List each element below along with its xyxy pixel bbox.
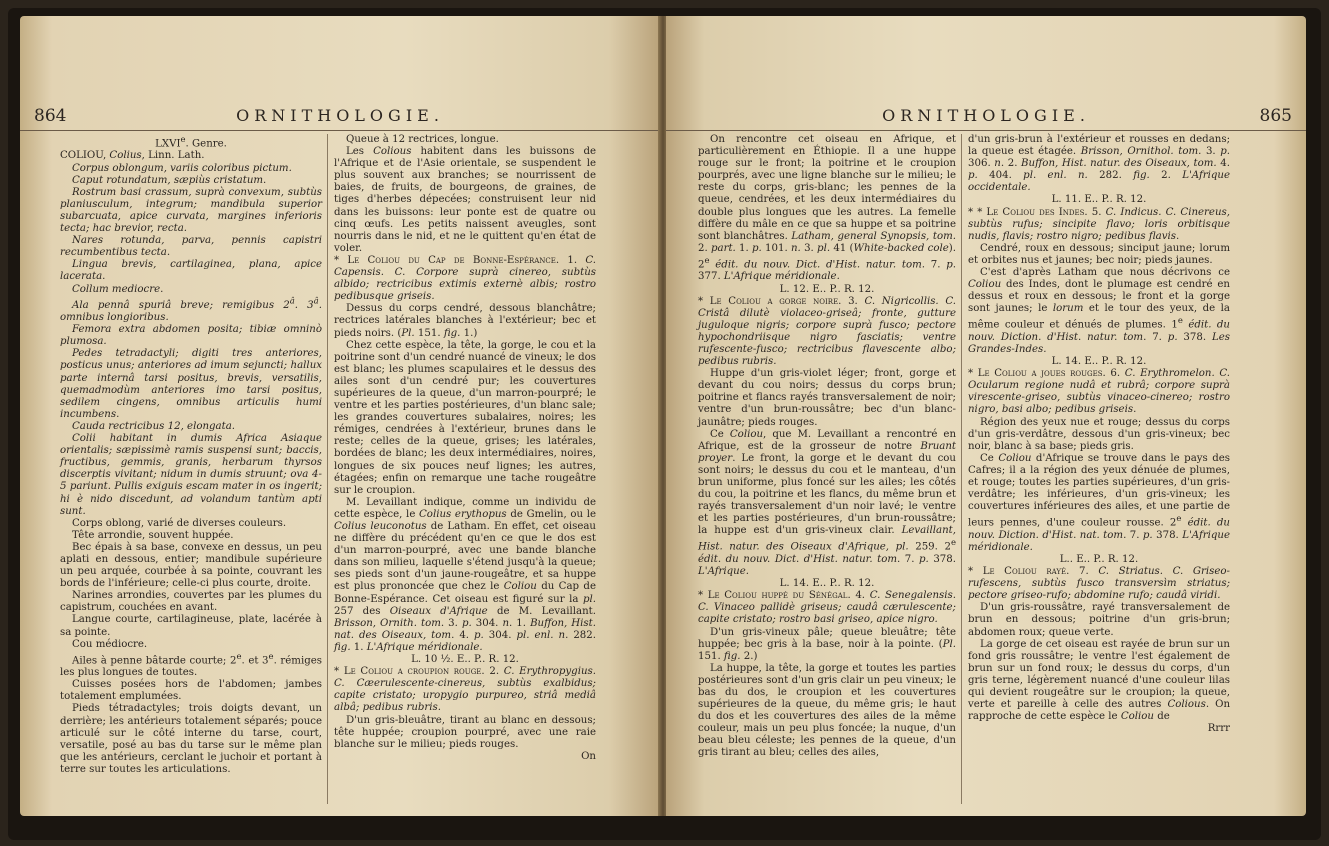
left-col2-paragraph: D'un gris-bleuâtre, tirant au blanc en dessous; tête huppée; croupion pourpré, avec une raie blanche sur le milieu; pieds rouges. xyxy=(334,714,596,750)
left-col1-paragraph: Bec épais à sa base, convexe en dessus, un peu aplati en dessous, entier; mandibule supérieure un peu arquée, courbée à sa pointe, couvrant les bords de l'inférieure; celle-ci plus courte, droite. xyxy=(60,541,322,590)
right-col2-paragraph: Région des yeux nue et rouge; dessus du corps d'un gris-verdâtre, dessous d'un gris-vineux; bec noir, blanc à sa base; pieds gris. xyxy=(968,416,1230,452)
right-col2-paragraph: Cendré, roux en dessous; sinciput jaune; lorum et orbites nus et jaunes; bec noir; pieds jaunes. xyxy=(968,242,1230,266)
left-col1-paragraph: Corpus oblongum, variis coloribus pictum. xyxy=(72,162,292,174)
left-page-number: 864 xyxy=(34,106,67,126)
left-col1-paragraph: Cuisses posées hors de l'abdomen; jambes totalement emplumées. xyxy=(60,679,322,703)
right-col2-paragraph: L. 11. E.. P.. R. 12. xyxy=(1051,194,1147,206)
left-page-header xyxy=(20,104,660,131)
right-col2-paragraph: L. 14. E.. P.. R. 12. xyxy=(1051,356,1147,368)
left-col2-paragraph: On xyxy=(581,750,596,762)
right-col2-paragraph: C'est d'après Latham que nous décrivons ce Coliou des Indes, dont le plumage est cendré en dessus et roux en dessous; le front et la gorge sont jaunes; le lorum et le tour des yeux, de la même couleur et dénués de plumes. 1e édit. du nouv. Diction. d'Hist. natur. tom. 7. p. 378. Les Grandes-Indes. xyxy=(968,267,1230,355)
right-column-divider xyxy=(961,134,962,804)
right-col2-paragraph: L.. E.. P.. R. 12. xyxy=(1059,553,1139,565)
left-col1-paragraph: Pedes tetradactyli; digiti tres anteriores, posticus unus; anteriores ad imum sejuncti; hallux parte internâ tarsi positus, brevis, versatilis, quemadmodùm anteriores imo tarsi positus, sedilem cingens, omnibus articulis humi incumbens. xyxy=(60,348,322,420)
right-col1-paragraph: L. 14. E.. P.. R. 12. xyxy=(779,578,875,590)
right-col2-paragraph: d'un gris-brun à l'extérieur et rousses en dedans; la queue est étagée. Brisson, Ornithol. tom. 3. p. 306. n. 2. Buffon, Hist. natur. des Oiseaux, tom. 4. p. 404. pl. enl. n. 282. fig. 2. L'Afrique occidentale. xyxy=(968,134,1231,194)
left-col1-paragraph: Lingua brevis, cartilaginea, plana, apice lacerata. xyxy=(60,259,322,283)
left-col1-paragraph: Ala pennâ spuriâ breve; remigibus $2^â$. $3^â$. omnibus longioribus. xyxy=(60,296,322,324)
left-column-2 xyxy=(334,134,596,763)
right-col2-paragraph: * * Le Coliou des Indes. 5. C. Indicus. C. Cinereus, subtùs rufus; sincipite flavo; loris orbitisque nudis, flavis; rostro nigro; pedibus flavis. xyxy=(968,206,1230,242)
left-col2-paragraph: M. Levaillant indique, comme un individu de cette espèce, le Colius erythopus de Gmelin, ou le Colius leuconotus de Latham. En effet, cet oiseau ne diffère du précédent qu'en ce que le dos est d'un marron-pourpré, avec une bande blanche dans son milieu, laquelle s'étend jusqu'à la queue; ses pieds sont d'un jaune-rougeâtre, et sa huppe est plus prononcée que chez le Coliou du Cap de Bonne-Espérance. Cet oiseau est figuré sur la pl. 257 des Oiseaux d'Afrique de M. Levaillant. Brisson, Ornith. tom. 3. p. 304. n. 1. Buffon, Hist. nat. des Oiseaux, tom. 4. p. 304. pl. enl. n. 282. fig. 1. L'Afrique méridionale. xyxy=(334,496,596,653)
right-col1-paragraph: D'un gris-vineux pâle; queue bleuâtre; tête huppée; bec gris à la base, noir à la pointe. (Pl. 151. fig. 2.) xyxy=(698,626,956,662)
left-col2-paragraph: Dessus du corps cendré, dessous blanchâtre; rectrices latérales blanches à l'extérieur; bec et pieds noirs. (Pl. 151. fig. 1.) xyxy=(334,303,596,339)
left-col1-paragraph: LXVIe. Genre. xyxy=(155,135,227,150)
left-col1-paragraph: Pieds tétradactyles; trois doigts devant, un derrière; les antérieurs totalement séparés; pouce articulé sur le côté interne du tarse, court, versatile, posé au bas du tarse sur le même plan que les antérieurs, cerclant le juchoir et portant à terre sur toutes les articulations. xyxy=(60,703,322,775)
right-page-header xyxy=(666,104,1306,131)
left-col1-paragraph: Cauda rectricibus 12, elongata. xyxy=(72,420,236,432)
left-page xyxy=(20,16,660,816)
left-col2-paragraph: L. 10 ½. E.. P.. R. 12. xyxy=(411,654,519,666)
left-col1-paragraph: Colii habitant in dumis Africa Asiaque orientalis; sæpissimè ramis suspensi sunt; baccis, fructibus, gemmis, granis, herbarum thyrsos discerptis vivitant; nidum in dumis struunt; ova 4-5 pariunt. Pullis exiguis escam mater in os ingerit; hi è nido discedunt, ad volandum tantùm apti sunt. xyxy=(60,433,322,517)
right-col1-paragraph: * Le Coliou huppé du Sénégal. 4. C. Senegalensis. C. Vinaceo pallidè griseus; caudâ cærulescente; capite cristato; rostro basi griseo, apice nigro. xyxy=(698,590,957,626)
left-col2-paragraph: Chez cette espèce, la tête, la gorge, le cou et la poitrine sont d'un cendré nuancé de vineux; le dos est blanc; les plumes scapulaires et le dessus des ailes sont d'un cendré pur; les couvertures supérieures de la queue, d'un marron-pourpré; le ventre et les parties postérieures, d'un blanc sale; les grandes couvertures subalaires, noires; les rémiges, cendrées à l'extérieur, brunes dans le reste; celles de la queue, grises; les latérales, bordées de blanc; les deux intermédiaires, noires, longues de six pouces neuf lignes; les autres, étagées; enfin on remarque une tache rougeâtre sur le croupion. xyxy=(334,339,596,496)
left-col1-paragraph: Cou médiocre. xyxy=(72,638,148,650)
right-col2-paragraph: * Le Coliou a joues rouges. 6. C. Erythromelon. C. Ocularum regione nudâ et rubrâ; corpore suprà virescente-griseo, subtùs vinaceo-cinereo; rostro nigro, basi albo; pedibus griseis. xyxy=(968,368,1230,416)
right-col2-paragraph: Rrrr xyxy=(1207,723,1230,735)
left-col1-paragraph: Ailes à penne bâtarde courte; 2e. et 3e. rémiges les plus longues de toutes. xyxy=(60,651,323,679)
left-col1-paragraph: Femora extra abdomen posita; tibiæ omninò plumosa. xyxy=(60,324,322,348)
left-col1-paragraph: Narines arrondies, couvertes par les plumes du capistrum, couchées en avant. xyxy=(60,590,322,614)
right-col1-paragraph: Ce Coliou, que M. Levaillant a rencontré en Afrique, est de la grosseur de notre Bruant proyer. Le front, la gorge et le devant du cou sont noirs; le dessus du cou et le manteau, d'un brun uniforme, plus foncé sur les ailes; les côtés du cou, la poitrine et les flancs, du même brun et rayés transversalement d'un noir lavé; le ventre et les parties postérieures, d'un brun-roussâtre; la huppe est d'un gris-vineux clair. Levaillant, Hist. natur. des Oiseaux d'Afrique, pl. 259. 2e édit. du nouv. Dict. d'Hist. natur. tom. 7. p. 378. L'Afrique. xyxy=(698,428,957,578)
left-column-1 xyxy=(60,134,322,776)
left-column-divider xyxy=(327,134,328,804)
left-col1-paragraph: Langue courte, cartilagineuse, plate, lacérée à sa pointe. xyxy=(60,614,322,638)
right-page xyxy=(666,16,1306,816)
left-running-title: ORNITHOLOGIE. xyxy=(236,106,444,125)
right-col1-paragraph: Huppe d'un gris-violet léger; front, gorge et devant du cou noirs; dessus du corps brun; poitrine et flancs rayés transversalement de noir; ventre d'un brun-roussâtre; bec d'un blanc-jaunâtre; pieds rouges. xyxy=(698,368,956,428)
left-col2-paragraph: Queue à 12 rectrices, longue. xyxy=(346,134,499,145)
right-running-title: ORNITHOLOGIE. xyxy=(882,106,1090,125)
right-column-2 xyxy=(968,134,1230,735)
left-col1-paragraph: Nares rotunda, parva, pennis capistri recumbentibus tecta. xyxy=(60,235,322,259)
right-col1-paragraph: La huppe, la tête, la gorge et toutes les parties postérieures sont d'un gris clair un peu vineux; le bas du dos, le croupion et les couvertures supérieures de la queue, du même gris; le haut du dos et les couvertures des ailes de la même couleur, mais un peu plus foncée; la nuque, d'un beau bleu céleste; les pennes de la queue, d'un gris tirant au bleu; celles des ailes, xyxy=(698,662,956,759)
left-col1-paragraph: Tête arrondie, souvent huppée. xyxy=(72,529,234,541)
left-col2-paragraph: Les Colious habitent dans les buissons de l'Afrique et de l'Asie orientale, se suspendent le plus souvent aux branches; se nourrissent de baies, de fruits, de bourgeons, de graines, de tiges d'herbes dépecées; construisent leur nid dans les buissons: leur ponte est de quatre ou cinq œufs. Les petits naissent aveugles, sont nourris dans le nid, et ne le quittent qu'en état de voler. xyxy=(334,146,596,254)
left-col1-paragraph: Rostrum basi crassum, suprà convexum, subtùs planiusculum, integrum; mandibula superior subarcuata, apice curvata, margines inferioris tecta; hac brevior, recta. xyxy=(60,186,322,235)
left-col2-paragraph: * Le Coliou du Cap de Bonne-Espérance. 1. C. Capensis. C. Corpore suprà cinereo, subtùs albido; rectricibus extimis externè albis; rostro pedibusque griseis. xyxy=(334,254,597,303)
right-page-number: 865 xyxy=(1259,106,1292,126)
left-col1-paragraph: Caput rotundatum, sæpiùs cristatum. xyxy=(72,174,267,186)
right-col2-paragraph: D'un gris-roussâtre, rayé transversalement de brun en dessous; poitrine d'un gris-brun; abdomen roux; queue verte. xyxy=(968,602,1230,638)
left-col1-paragraph: Collum mediocre. xyxy=(72,283,164,295)
right-col1-paragraph: * Le Coliou a gorge noire. 3. C. Nigricollis. C. Cristâ dilutè violaceo-griseâ; fronte, gutture juguloque nigris; corpore suprà fusco; pectore hypochondriisque nigro fasciatis; ventre rufescente-fusco; rectricibus flavescente albo; pedibus rubris. xyxy=(698,295,956,368)
right-col2-paragraph: Ce Coliou d'Afrique se trouve dans le pays des Cafres; il a la région des yeux dénuée de plumes, et rouge; toutes les parties supérieures, d'un gris-verdâtre; les inférieures, d'un gris-vineux; les couvertures inférieures des ailes, et une partie de leurs pennes, d'une couleur rousse. 2e édit. du nouv. Diction. d'Hist. nat. tom. 7. p. 378. L'Afrique méridionale. xyxy=(968,452,1231,553)
right-col2-paragraph: * Le Coliou rayé. 7. C. Striatus. C. Griseo-rufescens, subtùs fusco transversìm striatus; pectore griseo-rufo; abdomine rufo; caudâ viridi. xyxy=(968,566,1230,602)
right-col2-paragraph: La gorge de cet oiseau est rayée de brun sur un fond gris roussâtre; le ventre l'est également de brun sur un fond roux; le dessus du corps, d'un gris terne, légèrement nuancé d'une couleur lilas qui devient rougeâtre sur le croupion; la queue, verte et pareille à celle des autres Colious. On rapproche de cette espèce le Coliou de xyxy=(968,638,1230,723)
left-col1-paragraph: COLIOU, Colius, Linn. Lath. xyxy=(60,150,205,162)
right-col1-paragraph: L. 12. E.. P.. R. 12. xyxy=(779,283,875,295)
left-col1-paragraph: Corps oblong, varié de diverses couleurs. xyxy=(72,517,287,529)
right-column-1 xyxy=(698,134,956,760)
left-col2-paragraph: * Le Coliou a croupion rouge. 2. C. Erythropygius. C. Cæerulescente-cinereus, subtùs exalbidus; capite cristato; uropygio purpureo, striâ mediâ albâ; pedibus rubris. xyxy=(334,666,596,714)
right-col1-paragraph: On rencontre cet oiseau en Afrique, et particulièrement en Éthiopie. Il a une huppe rouge sur le front; la poitrine et le croupion pourprés, avec une ligne blanche sur le milieu; le reste du corps, gris-blanc; les pennes de la queue, cendrées, et les deux intermédiaires du double plus longues que les autres. La femelle diffère du mâle en ce que sa huppe et sa poitrine sont blanchâtres. Latham, general Synopsis, tom. 2. part. 1. p. 101. n. 3. pl. 41 (White-backed cole). 2e édit. du nouv. Dict. d'Hist. natur. tom. 7. p. 377. L'Afrique méridionale. xyxy=(698,134,957,283)
